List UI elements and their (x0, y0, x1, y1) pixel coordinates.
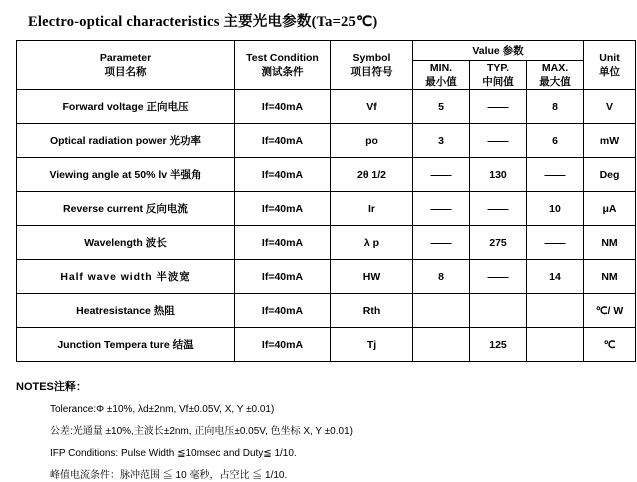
row-unit: ℃ (584, 328, 636, 362)
header-unit-cn: 单位 (599, 66, 620, 79)
header-parameter-en: Parameter (99, 52, 152, 64)
header-min-en: MIN. (429, 62, 453, 74)
header-parameter (17, 41, 235, 90)
row-max (527, 294, 584, 328)
row-symbol: λ p (331, 226, 413, 260)
header-symbol-cn: 项目符号 (350, 66, 393, 79)
row-min: —— (413, 192, 470, 226)
note-line: IFP Conditions: Pulse Width ≦10msec and Duty≦ 1/10. (50, 448, 297, 460)
row-parameter: Reverse current 反向电流 (17, 192, 235, 226)
header-value-group: Value 参数 (413, 41, 584, 61)
row-test-condition: If=40mA (235, 124, 331, 158)
row-test-condition: If=40mA (235, 294, 331, 328)
row-max: 14 (527, 260, 584, 294)
row-unit: μA (584, 192, 636, 226)
table-row (17, 192, 636, 226)
row-symbol: Tj (331, 328, 413, 362)
notes-section (16, 378, 623, 482)
header-test-condition (235, 41, 331, 90)
row-test-condition: If=40mA (235, 90, 331, 124)
header-typ (470, 61, 527, 90)
header-typ-cn: 中间值 (482, 76, 514, 89)
header-unit-en: Unit (599, 52, 620, 64)
row-typ: —— (470, 260, 527, 294)
row-symbol: po (331, 124, 413, 158)
row-typ: 130 (470, 158, 527, 192)
row-typ: —— (470, 124, 527, 158)
row-unit: NM (584, 260, 636, 294)
row-parameter: Viewing angle at 50% lv 半强角 (17, 158, 235, 192)
header-test-condition-en: Test Condition (246, 52, 319, 64)
header-max-en: MAX. (541, 62, 569, 74)
row-typ: 275 (470, 226, 527, 260)
note-line: 峰值电流条件：脉冲范围 ≦ 10 毫秒，占空比 ≦ 1/10. (50, 470, 288, 482)
row-min: —— (413, 226, 470, 260)
row-test-condition: If=40mA (235, 226, 331, 260)
row-parameter: Forward voltage 正向电压 (17, 90, 235, 124)
header-min (413, 61, 470, 90)
header-symbol-en: Symbol (352, 52, 391, 64)
row-typ: 125 (470, 328, 527, 362)
row-min: 3 (413, 124, 470, 158)
table-row (17, 328, 636, 362)
row-parameter: Wavelength 波长 (17, 226, 235, 260)
row-symbol: Vf (331, 90, 413, 124)
header-min-cn: 最小值 (425, 76, 457, 89)
row-unit: NM (584, 226, 636, 260)
row-parameter: Heatresistance 热阻 (17, 294, 235, 328)
row-max: —— (527, 226, 584, 260)
row-test-condition: If=40mA (235, 158, 331, 192)
row-min (413, 328, 470, 362)
row-min: —— (413, 158, 470, 192)
row-max: 6 (527, 124, 584, 158)
row-min (413, 294, 470, 328)
notes-title: NOTES注释： (16, 381, 87, 394)
row-test-condition: If=40mA (235, 328, 331, 362)
row-parameter: Optical radiation power 光功率 (17, 124, 235, 158)
header-test-condition-cn: 测试条件 (261, 66, 304, 79)
row-typ (470, 294, 527, 328)
row-typ: —— (470, 90, 527, 124)
row-max: 8 (527, 90, 584, 124)
row-test-condition: If=40mA (235, 192, 331, 226)
header-max (527, 61, 584, 90)
row-min: 5 (413, 90, 470, 124)
table-row (17, 124, 636, 158)
row-min: 8 (413, 260, 470, 294)
table-row (17, 158, 636, 192)
row-max: 10 (527, 192, 584, 226)
table-row (17, 294, 636, 328)
page-title: Electro-optical characteristics 主要光电参数(Ta=25℃) (28, 14, 378, 30)
row-test-condition: If=40mA (235, 260, 331, 294)
row-parameter: Half wave width 半波宽 (17, 260, 235, 294)
table-row (17, 226, 636, 260)
header-max-cn: 最大值 (539, 76, 571, 89)
row-typ: —— (470, 192, 527, 226)
row-parameter: Junction Tempera ture 结温 (17, 328, 235, 362)
row-max (527, 328, 584, 362)
electro-optical-characteristics-table (16, 40, 636, 362)
table-row (17, 90, 636, 124)
row-unit: V (584, 90, 636, 124)
row-symbol: Rth (331, 294, 413, 328)
row-symbol: HW (331, 260, 413, 294)
table-header-row-top (17, 41, 636, 61)
header-symbol (331, 41, 413, 90)
table-row (17, 260, 636, 294)
header-parameter-cn: 项目名称 (104, 66, 147, 79)
row-symbol: 2θ 1/2 (331, 158, 413, 192)
row-max: —— (527, 158, 584, 192)
row-symbol: Ir (331, 192, 413, 226)
note-line: Tolerance:Φ ±10%, λd±2nm, Vf±0.05V, X, Y ±0.01) (50, 404, 275, 416)
header-typ-en: TYP. (487, 62, 509, 74)
row-unit: Deg (584, 158, 636, 192)
note-line: 公差:光通量 ±10%,主波长±2nm, 正向电压±0.05V, 色坐标 X, Y ±0.01) (50, 426, 353, 438)
row-unit: mW (584, 124, 636, 158)
header-unit (584, 41, 636, 90)
row-unit: ℃/ W (584, 294, 636, 328)
